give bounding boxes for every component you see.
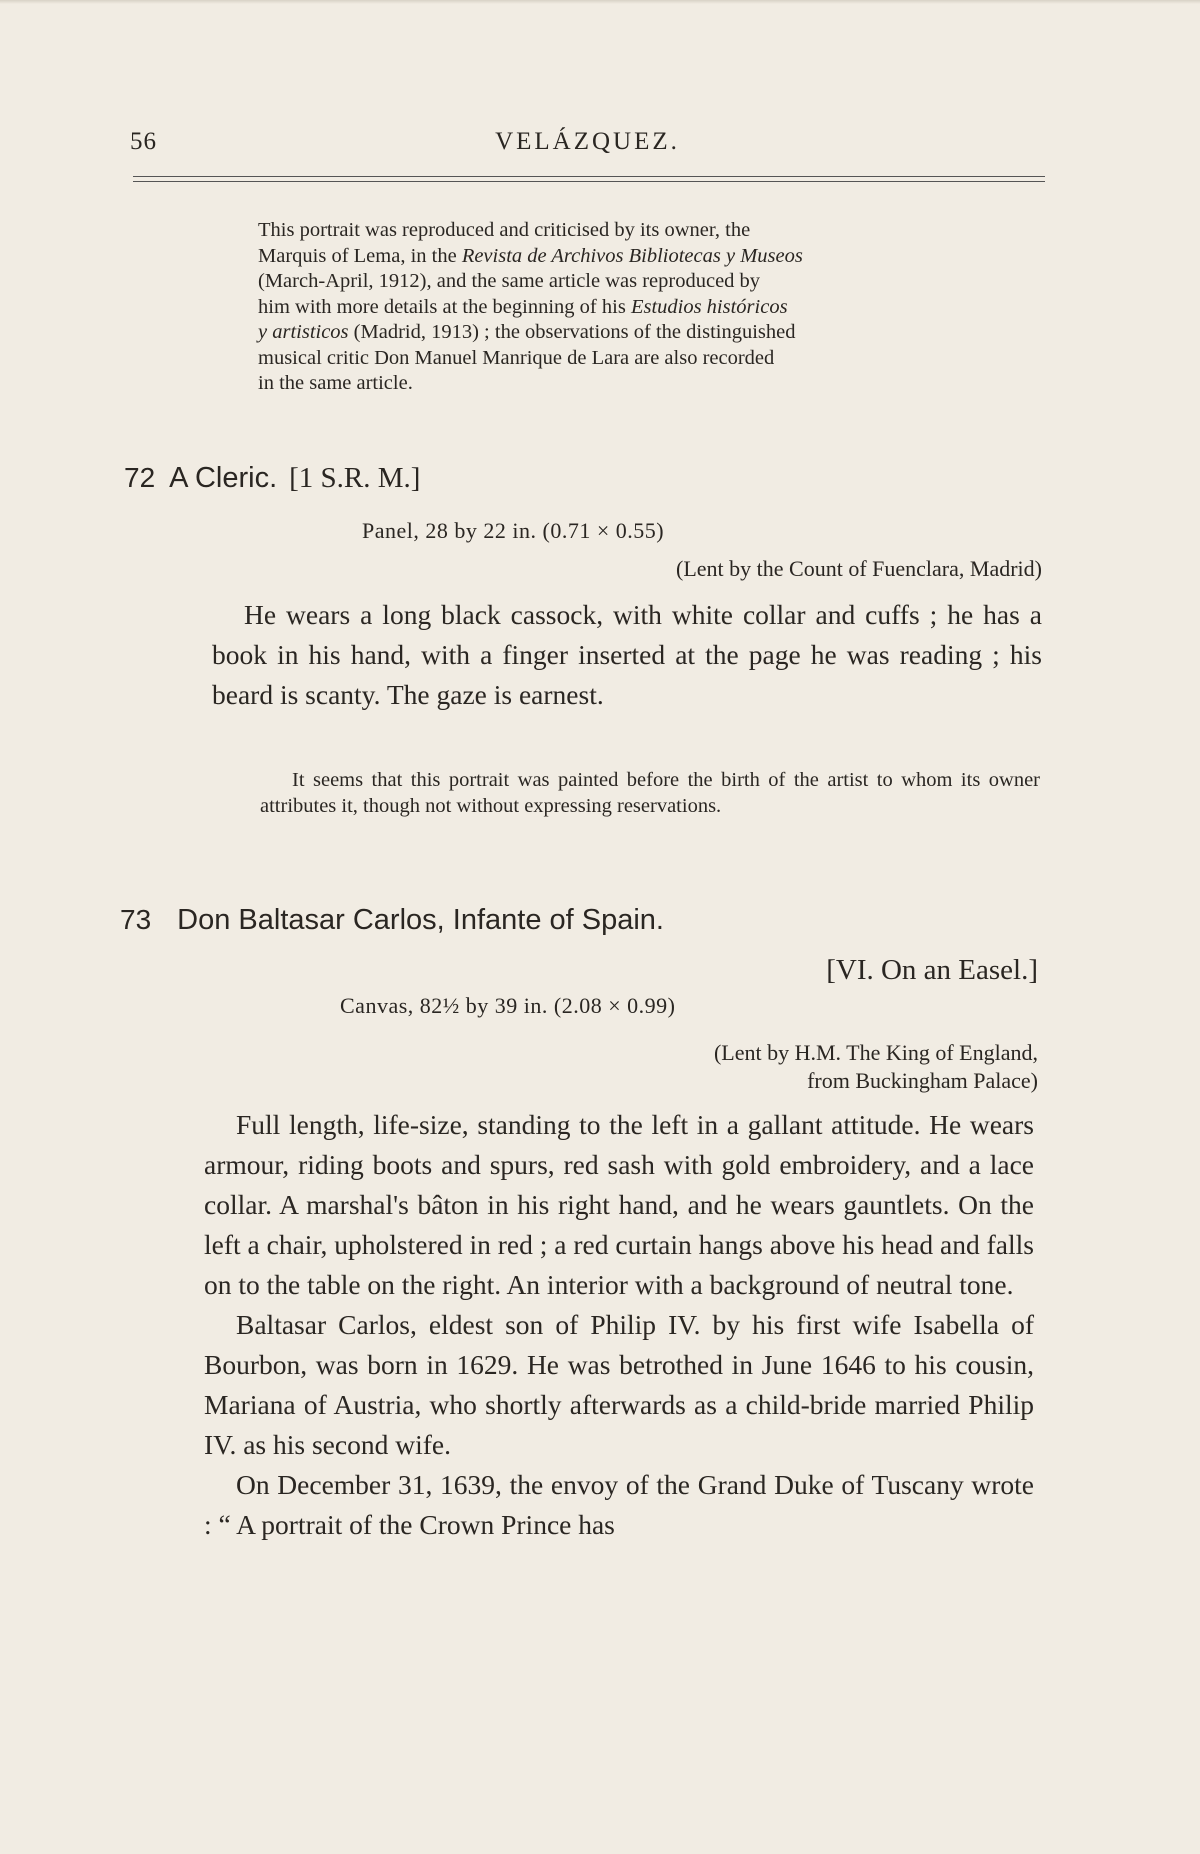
entry-73-heading (120, 904, 664, 937)
entry-73-body (204, 1105, 1034, 1545)
page-header (130, 128, 1045, 168)
note-line: him with more details at the beginning of his (258, 295, 631, 318)
note-paragraph: It seems that this portrait was painted before the birth of the artist to whom its owner attributes it, though not without expressing reservations. (260, 769, 1040, 817)
running-head: VELÁZQUEZ. (495, 128, 680, 155)
entry-72-dimensions: Panel, 28 by 22 in. (0.71 × 0.55) (362, 518, 665, 543)
note-line: (March-April, 1912), and the same article was reproduced by (258, 270, 761, 292)
entry-72-heading (124, 462, 420, 495)
intro-note (258, 218, 1042, 397)
paragraph: On December 31, 1639, the envoy of the Grand Duke of Tuscany wrote : “ A portrait of the Crown Prince has (204, 1469, 1034, 1540)
note-line: This portrait was reproduced and criticised by its owner, the (258, 219, 751, 241)
entry-title: A Cleric. (169, 462, 278, 494)
note-line: (Madrid, 1913) ; the observations of the distinguished (348, 321, 796, 343)
description-paragraph: He wears a long black cassock, with white collar and cuffs ; he has a book in his hand, with a finger inserted at the page he was reading ; his beard is scanty. The gaze is earnest. (212, 599, 1042, 710)
entry-72-note (260, 768, 1040, 819)
entry-73-dimensions: Canvas, 82½ by 39 in. (2.08 × 0.99) (340, 993, 676, 1018)
page-number: 56 (130, 128, 157, 155)
journal-title: Revista de Archivos Bibliotecas y Museos (461, 244, 803, 267)
entry-72-lender: (Lent by the Count of Fuenclara, Madrid) (676, 556, 1042, 581)
entry-73-location: [VI. On an Easel.] (826, 954, 1038, 986)
entry-number: 72 (124, 462, 156, 493)
paragraph: Full length, life-size, standing to the left in a gallant attitude. He wears armour, riding boots and spurs, red sash with gold embroidery, and a lace collar. A marshal's bâton in his right hand, and he wears gauntlets. On the left a chair, upholstered in red ; a red curtain hangs above his head and falls on to the table on the right. An interior with a background of neutral tone. (204, 1109, 1034, 1300)
note-line: Marquis of Lema, in the (258, 244, 462, 267)
book-title-cont: y artisticos (258, 321, 349, 343)
entry-72-description (212, 595, 1042, 715)
entry-73-lender-line2: from Buckingham Palace) (807, 1068, 1038, 1093)
header-rule-second (133, 181, 1045, 182)
note-line: musical critic Don Manuel Manrique de Lara are also recorded (258, 346, 775, 369)
entry-number: 73 (120, 904, 152, 935)
entry-location: [1 S.R. M.] (289, 462, 421, 494)
note-line: in the same article. (258, 372, 413, 394)
entry-73-lender-line1: (Lent by H.M. The King of England, (713, 1040, 1038, 1065)
header-rule (133, 176, 1045, 177)
paragraph: Baltasar Carlos, eldest son of Philip IV. by his first wife Isabella of Bourbon, was born in 1629. He was betrothed in June 1646 to his cousin, Mariana of Austria, who shortly afterwards as a child-bride married Philip IV. as his second wife. (204, 1309, 1034, 1460)
book-title: Estudios históricos (630, 295, 788, 318)
entry-title: Don Baltasar Carlos, Infante of Spain. (177, 904, 664, 936)
page-edge (0, 0, 1200, 4)
